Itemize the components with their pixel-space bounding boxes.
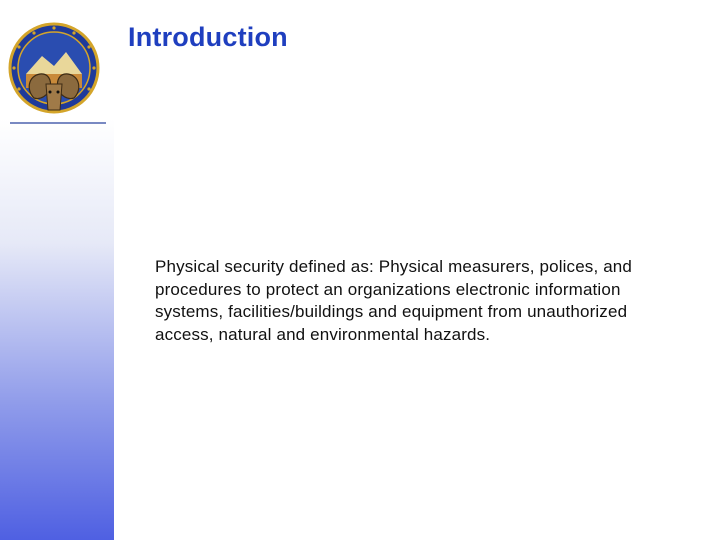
slide-title: Introduction [128, 22, 288, 52]
seal-logo [4, 14, 112, 134]
sidebar-gradient [0, 0, 114, 540]
body-text: Physical security defined as: Physical measurers, polices, and procedures to protect an organizations electronic information systems, facilities/buildings and equipment from unauthorized access, natural and environmental hazards. [155, 257, 633, 344]
